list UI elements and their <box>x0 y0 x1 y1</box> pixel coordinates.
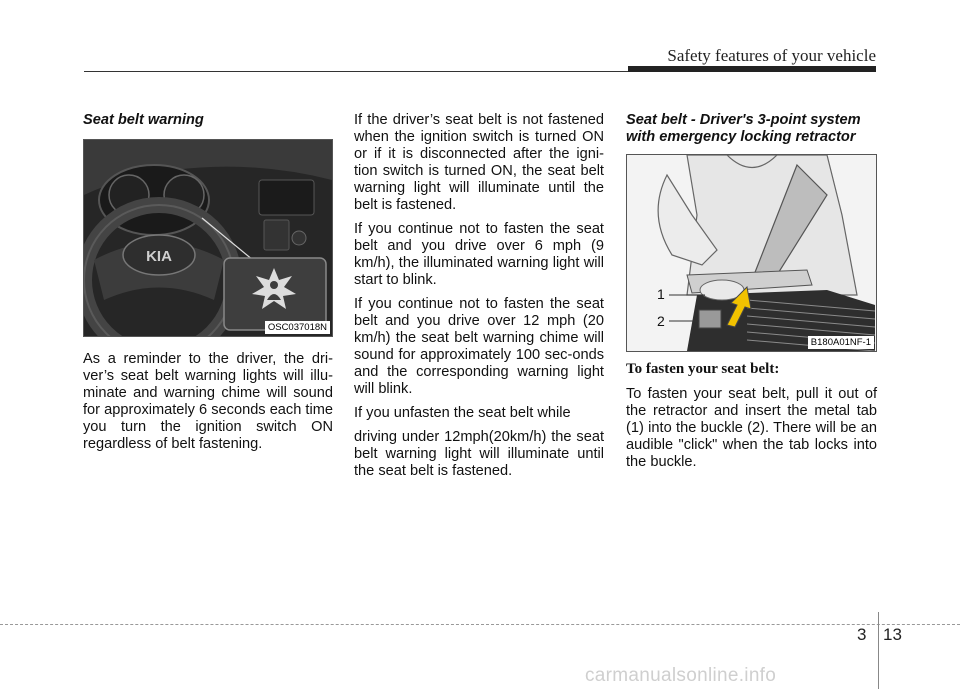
section-heading-drivers-seat-belt: Seat belt - Driver's 3-point system with emergency locking retractor <box>626 112 861 145</box>
paragraph: driving under 12mph(20km/h) the seat belt warning light will illuminate until the seat belt is fastened. <box>354 429 604 479</box>
subheading-fasten-seat-belt: To fasten your seat belt: <box>626 361 780 377</box>
header-section-title: Safety features of your vehicle <box>667 46 876 65</box>
callout-1: 1 <box>657 286 665 302</box>
paragraph: If you unfasten the seat belt while <box>354 405 571 421</box>
dashboard-illustration <box>83 139 333 337</box>
footer-divider <box>878 612 879 689</box>
column-1 <box>83 112 333 460</box>
svg-text:KIA: KIA <box>146 248 172 265</box>
figure-code: B180A01NF-1 <box>808 336 874 349</box>
dashboard-drawing <box>84 140 332 336</box>
figure-code: OSC037018N <box>265 321 330 334</box>
chapter-number: 3 <box>857 625 867 644</box>
header-rule-accent <box>628 66 876 72</box>
footer-rule <box>0 624 960 625</box>
page-number: 13 <box>883 625 902 644</box>
paragraph: If you continue not to fasten the seat belt and you drive over 12 mph (20 km/h) the seat belt warning chime will sound for approximately 100 sec-onds and the corresponding warning light will blink. <box>354 296 604 397</box>
paragraph: To fasten your seat belt, pull it out of the retractor and insert the metal tab (1) into the buckle (2). There will be an audible "click" when the tab locks into the buckle. <box>626 386 877 470</box>
seat-belt-illustration <box>626 154 877 352</box>
paragraph: As a reminder to the driver, the dri-ver’s seat belt warning lights will illu-minate and warning chime will sound for approximately 6 seconds each time you turn the ignition switch ON regardless of belt fastening. <box>83 351 333 452</box>
column-3 <box>626 112 877 478</box>
paragraph: If the driver’s seat belt is not fastened when the ignition switch is turned ON or if it is disconnected after the igni-tion switch is turned ON, the seat belt warning light will illuminate until the belt is fastened. <box>354 112 604 213</box>
paragraph: If you continue not to fasten the seat belt and you drive over 6 mph (9 km/h), the illuminated warning light will start to blink. <box>354 221 604 288</box>
watermark: carmanualsonline.info <box>585 665 777 686</box>
column-2 <box>354 112 604 487</box>
callout-2: 2 <box>657 313 665 329</box>
section-heading-seat-belt-warning: Seat belt warning <box>83 112 204 128</box>
